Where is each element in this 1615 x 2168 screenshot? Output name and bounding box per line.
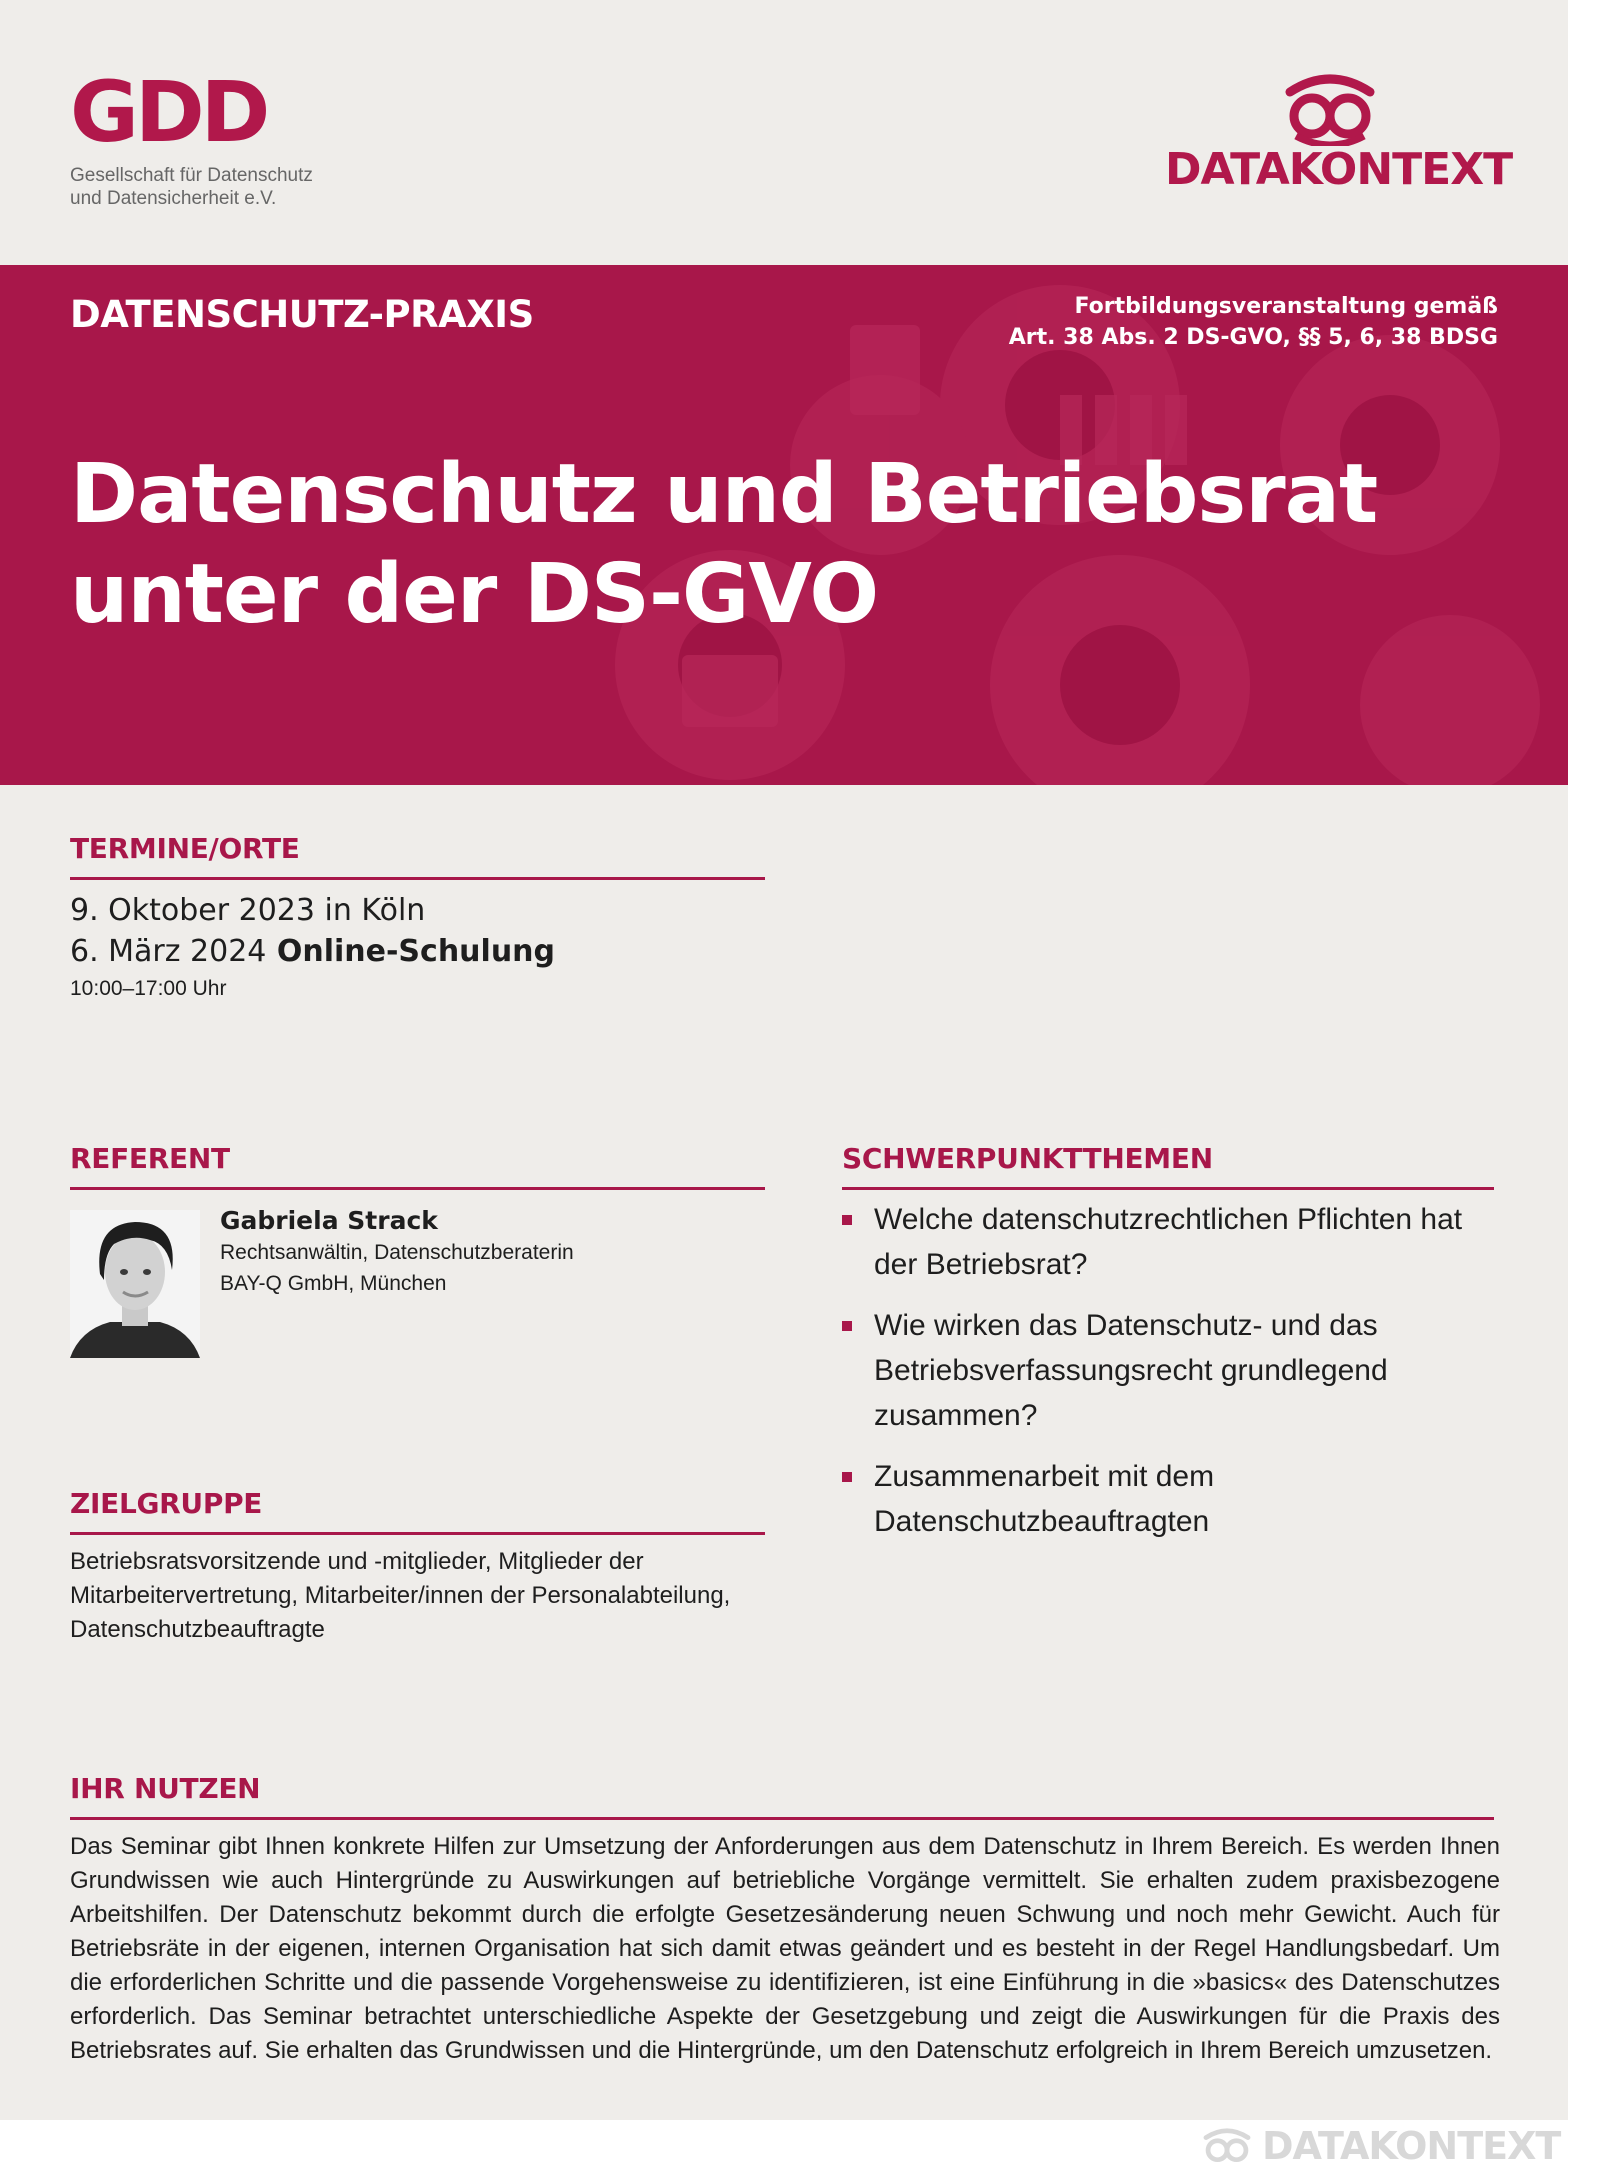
speaker-name: Gabriela Strack <box>220 1206 438 1235</box>
footer-wordmark: DATAKONTEXT <box>1262 2124 1561 2168</box>
termine-list <box>70 890 555 1004</box>
title-line2: unter der DS-GVO <box>70 547 879 642</box>
speaker-role: Rechtsanwältin, Datenschutzberaterin <box>220 1241 574 1264</box>
nutzen-text: Das Seminar gibt Ihnen konkrete Hilfen zur Umsetzung der Anforderungen aus dem Datenschutz in Ihrem Bereich. Es werden Ihnen Grundwissen wie auch Hintergründe zu Auswirkungen auf betriebliche Vorgänge vermittelt. Sie erhalten zudem praxisbezogene Arbeitshilfen. Der Datenschutz bekommt durch die erfolgte Gesetzesänderung neuen Schwung und noch mehr Gewicht. Auch für Betriebsräte in der eigenen, internen Organisation hat sich damit etwas geändert und es besteht in der Regel Handlungsbedarf. Um die erforderlichen Schritte und die passende Vorgehensweise zu identifizieren, ist eine Einführung in die »basics« des Datenschutzes erforderlich. Das Seminar betrachtet unterschiedliche Aspekte der Gesetzgebung und zeigt die Auswirkungen für die Praxis des Betriebsrates auf. Sie erhalten das Grundwissen und die Hintergründe, um den Datenschutz erfolgreich in Ihrem Bereich umzusetzen. <box>70 1833 1500 2064</box>
gdd-logo <box>70 63 313 210</box>
termin-2 <box>70 931 555 972</box>
list-item <box>842 1197 1502 1287</box>
footer-owl-icon <box>1200 2126 1254 2166</box>
schwerpunkt-list <box>842 1197 1502 1560</box>
banner-kicker: DATENSCHUTZ-PRAXIS <box>70 293 534 336</box>
page-title <box>70 445 1377 645</box>
footer-datakontext-logo <box>1200 2124 1560 2168</box>
list-item <box>842 1303 1502 1438</box>
list-item-text: Wie wirken das Datenschutz- und das Betriebsverfassungsrecht grundlegend zusammen? <box>874 1309 1388 1432</box>
zielgruppe-heading: ZIELGRUPPE <box>70 1487 765 1535</box>
termine-heading: TERMINE/ORTE <box>70 832 765 880</box>
datakontext-wordmark: DATAKONTEXT <box>1165 144 1513 195</box>
termin-1 <box>70 890 555 931</box>
speaker-info <box>220 1205 574 1299</box>
list-item-text: Welche datenschutzrechtlichen Pflichten hat der Betriebsrat? <box>874 1203 1463 1281</box>
title-banner <box>0 265 1568 785</box>
referent-heading: REFERENT <box>70 1142 765 1190</box>
gdd-subtitle-line1: Gesellschaft für Datenschutz <box>70 165 313 186</box>
termin-2-date: 6. März 2024 <box>70 934 267 969</box>
termin-2-place: Online-Schulung <box>266 934 556 969</box>
gdd-subtitle-line2: und Datensicherheit e.V. <box>70 188 277 209</box>
schwerpunkt-heading: SCHWERPUNKTTHEMEN <box>842 1142 1494 1190</box>
list-item-text: Zusammenarbeit mit dem Datenschutzbeauftragten <box>874 1460 1215 1538</box>
owl-icon <box>1282 70 1378 146</box>
gdd-logo-subtitle <box>70 164 313 210</box>
termin-1-date: 9. Oktober 2023 <box>70 893 315 928</box>
banner-accreditation-note <box>1009 291 1498 353</box>
nutzen-heading: IHR NUTZEN <box>70 1772 1494 1820</box>
bullet-square-icon <box>842 1215 852 1225</box>
termin-1-place: in Köln <box>314 893 426 928</box>
title-line1: Datenschutz und Betriebsrat <box>70 447 1378 542</box>
list-item <box>842 1454 1502 1544</box>
datakontext-logo <box>1165 70 1513 195</box>
gdd-logo-wordmark: GDD <box>70 63 267 161</box>
speaker-company: BAY-Q GmbH, München <box>220 1272 447 1295</box>
termin-time: 10:00–17:00 Uhr <box>70 977 227 1000</box>
zielgruppe-text: Betriebsratsvorsitzende und -mitglieder, Mitglieder der Mitarbeitervertretung, Mitarbeiter/innen der Personalabteilung, Datenschutzbeauftragte <box>70 1548 731 1643</box>
page-margin-right <box>1568 0 1615 2166</box>
bullet-square-icon <box>842 1472 852 1482</box>
speaker-photo <box>70 1210 200 1358</box>
banner-note-line1: Fortbildungsveranstaltung gemäß <box>1074 294 1498 319</box>
bullet-square-icon <box>842 1321 852 1331</box>
banner-note-line2: Art. 38 Abs. 2 DS-GVO, §§ 5, 6, 38 BDSG <box>1008 325 1498 350</box>
